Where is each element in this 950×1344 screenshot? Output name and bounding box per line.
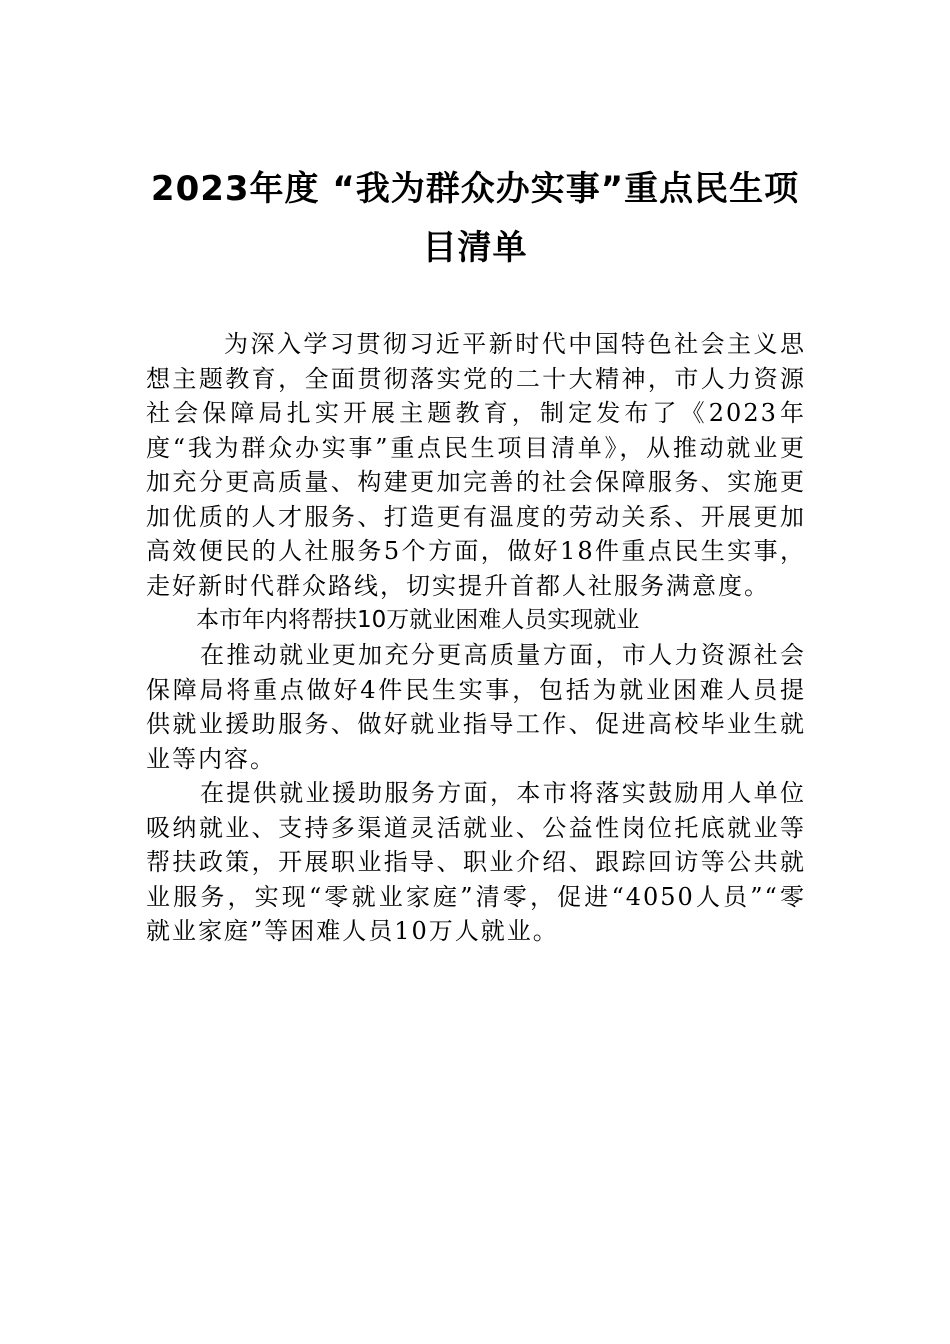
employment-paragraph: 在推动就业更加充分更高质量方面，市人力资源社会保障局将重点做好4件民生实事，包括为就业困难人员提供就业援助服务、做好就业指导工作、促进高校毕业生就业等内容。	[146, 641, 806, 773]
section-subheading: 本市年内将帮扶10万就业困难人员实现就业	[196, 607, 640, 633]
intro-paragraph: 为深入学习贯彻习近平新时代中国特色社会主义思想主题教育，全面贯彻落实党的二十大精神，市人力资源社会保障局扎实开展主题教育，制定发布了《2023年度“我为群众办实事”重点民生项目清单》，从推动就业更加充分更高质量、构建更加完善的社会保障服务、实施更加优质的人才服务、打造更有温度的劳动关系、开展更加高效便民的人社服务5个方面，做好18件重点民生实事，走好新时代群众路线，切实提升首都人社服务满意度。	[146, 330, 806, 600]
assistance-paragraph: 在提供就业援助服务方面，本市将落实鼓励用人单位吸纳就业、支持多渠道灵活就业、公益性岗位托底就业等帮扶政策，开展职业指导、职业介绍、跟踪回访等公共就业服务，实现“零就业家庭”清零，促进“4050人员”“零就业家庭”等困难人员10万人就业。	[146, 779, 806, 945]
document-body	[146, 327, 806, 949]
document-title: 2023年度 “我为群众办实事”重点民生项目清单	[150, 169, 800, 268]
